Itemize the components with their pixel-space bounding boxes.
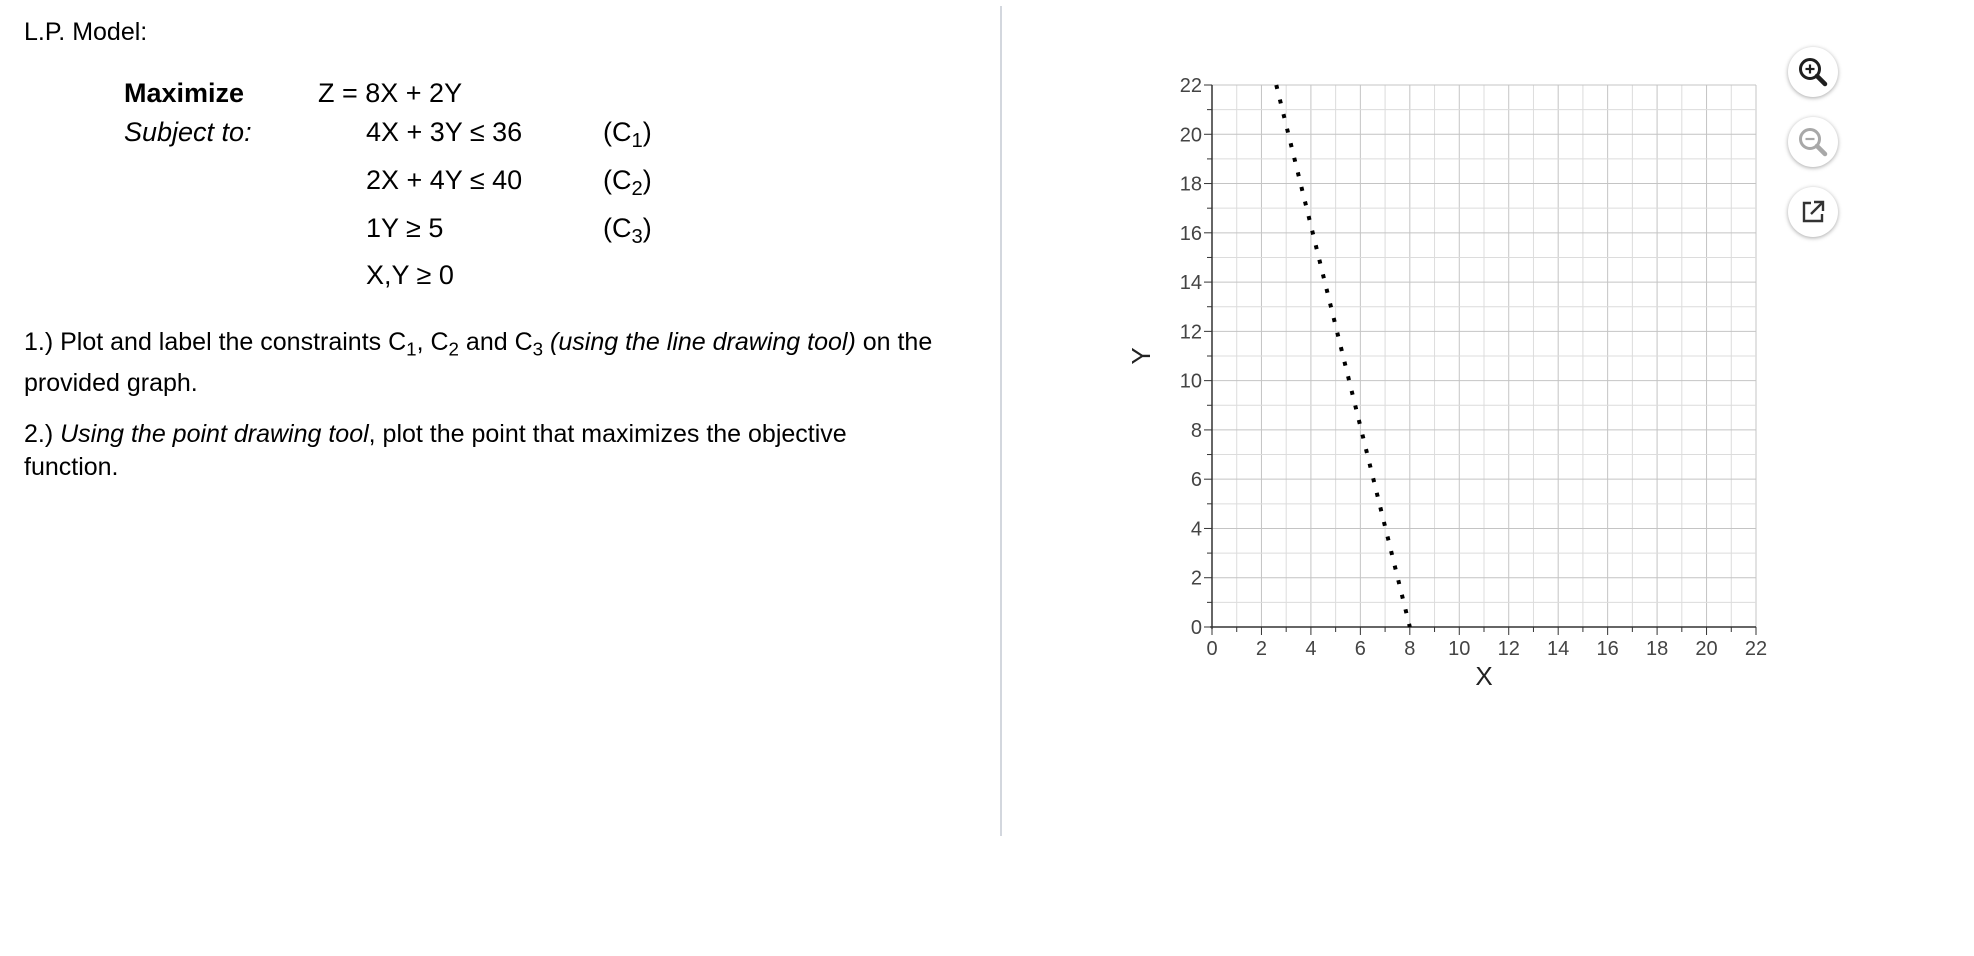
zoom-in-icon (1796, 55, 1830, 89)
constraint-c2-expression: 2X + 4Y ≤ 40 (366, 165, 523, 195)
zoom-out-button[interactable] (1788, 117, 1838, 167)
y-tick-label: 0 (1190, 617, 1202, 639)
subject-to-label: Subject to: (124, 117, 252, 147)
y-tick-label: 20 (1179, 124, 1202, 147)
constraint-c1-tag: $(C_1)$ (603, 117, 652, 153)
problem-panel (0, 0, 1000, 830)
y-tick-label: 4 (1190, 518, 1202, 541)
graph-area[interactable] (1126, 60, 1810, 725)
constraint-c2-tag: $(C_2)$ (603, 165, 652, 201)
x-tick-label: 8 (1404, 638, 1416, 660)
constraint-c3-expression: 1Y ≥ 5 (366, 213, 444, 243)
model-heading: L.P. Model: (24, 18, 148, 46)
x-tick-label: 14 (1547, 638, 1570, 660)
x-tick-label: 16 (1596, 638, 1619, 660)
question-2: 2.) Using the point drawing tool, plot the point that maximizes the objective function. (24, 420, 847, 481)
y-tick-label: 14 (1179, 272, 1202, 295)
x-tick-label: 2 (1255, 638, 1268, 660)
y-tick-label: 12 (1179, 321, 1202, 344)
question-1: 1.) Plot and label the constraints $C_1$, $C_2$ and $C_3$ (using the line drawing tool) on the provided graph. (24, 328, 933, 397)
constraint-c1-expression: 4X + 3Y ≤ 36 (366, 117, 523, 147)
objective-function: Z = 8X + 2Y (318, 78, 463, 108)
y-axis-title: Y (1126, 347, 1156, 365)
x-tick-label: 18 (1645, 638, 1669, 660)
y-tick-label: 16 (1179, 222, 1202, 245)
x-axis-title: X (1475, 661, 1493, 691)
zoom-in-button[interactable] (1788, 47, 1838, 97)
x-tick-label: 0 (1206, 638, 1218, 660)
x-tick-label: 12 (1497, 638, 1520, 660)
panel-divider (1000, 6, 1002, 836)
nonnegativity-constraint: X,Y ≥ 0 (366, 260, 454, 290)
x-tick-label: 4 (1305, 638, 1317, 660)
y-tick-label: 2 (1190, 567, 1202, 590)
maximize-label: Maximize (124, 78, 245, 108)
popout-button[interactable] (1788, 187, 1838, 237)
x-tick-label: 10 (1448, 638, 1471, 660)
y-tick-label: 18 (1179, 173, 1202, 196)
y-tick-label: 22 (1179, 75, 1202, 97)
external-link-icon (1798, 197, 1828, 227)
y-tick-label: 10 (1179, 370, 1202, 393)
lp-graph[interactable] (1126, 60, 1810, 720)
x-tick-label: 20 (1695, 638, 1718, 660)
y-tick-label: 6 (1190, 469, 1202, 492)
constraint-c3-tag: $(C_3)$ (603, 213, 652, 249)
x-tick-label: 6 (1354, 638, 1366, 660)
zoom-out-icon (1796, 125, 1830, 159)
x-tick-label: 22 (1744, 638, 1768, 660)
y-tick-label: 8 (1190, 419, 1202, 442)
